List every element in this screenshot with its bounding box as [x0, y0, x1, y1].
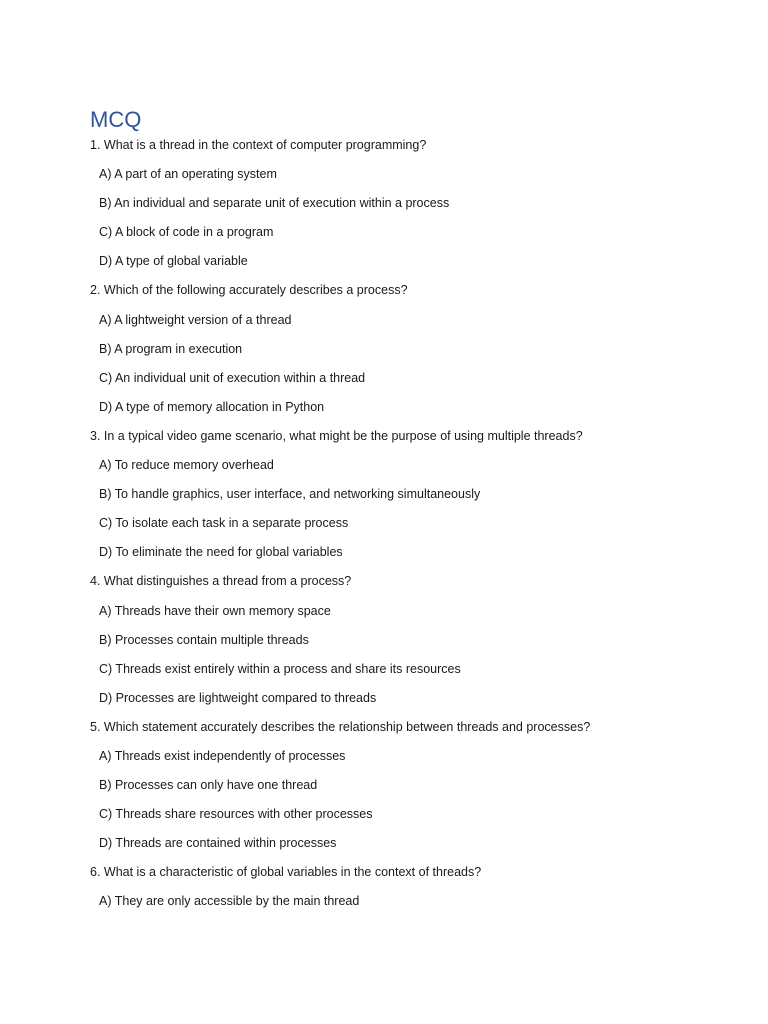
option-a: A) To reduce memory overhead	[99, 458, 274, 473]
option-b: B) Processes can only have one thread	[99, 778, 318, 793]
question-text: 2. Which of the following accurately describes a process?	[90, 283, 408, 298]
option-b: B) Processes contain multiple threads	[99, 632, 309, 647]
option-b: B) A program in execution	[99, 341, 243, 356]
option-d: D) A type of memory allocation in Python	[99, 399, 325, 414]
option-d: D) A type of global variable	[99, 254, 248, 269]
option-a: A) A part of an operating system	[99, 167, 277, 182]
document-page	[90, 107, 730, 917]
question-4	[90, 567, 730, 712]
question-text: 1. What is a thread in the context of computer programming?	[90, 138, 427, 152]
option-c: C) Threads share resources with other processes	[99, 807, 373, 822]
option-d: D) To eliminate the need for global variables	[99, 545, 343, 560]
question-6	[90, 858, 730, 916]
question-text: 4. What distinguishes a thread from a process?	[90, 574, 352, 589]
option-c: C) Threads exist entirely within a process and share its resources	[99, 661, 461, 676]
option-a: A) Threads have their own memory space	[99, 603, 331, 618]
question-text: 6. What is a characteristic of global variables in the context of threads?	[90, 865, 482, 880]
option-d: D) Processes are lightweight compared to threads	[99, 690, 377, 705]
option-c: C) To isolate each task in a separate process	[99, 516, 349, 531]
option-b: B) An individual and separate unit of execution within a process	[99, 196, 450, 211]
option-a: A) Threads exist independently of processes	[99, 748, 346, 763]
page-title: MCQ	[90, 107, 142, 132]
question-1	[90, 131, 730, 276]
question-text: 3. In a typical video game scenario, what might be the purpose of using multiple threads?	[90, 428, 583, 443]
option-c: C) An individual unit of execution within a thread	[99, 370, 366, 385]
question-text: 5. Which statement accurately describes the relationship between threads and processes?	[90, 719, 591, 734]
question-3	[90, 422, 730, 567]
question-2	[90, 276, 730, 421]
option-a: A) They are only accessible by the main thread	[99, 894, 360, 909]
option-d: D) Threads are contained within processes	[99, 836, 337, 851]
option-b: B) To handle graphics, user interface, and networking simultaneously	[99, 487, 481, 502]
option-a: A) A lightweight version of a thread	[99, 312, 292, 327]
question-5	[90, 713, 730, 858]
option-c: C) A block of code in a program	[99, 225, 274, 240]
